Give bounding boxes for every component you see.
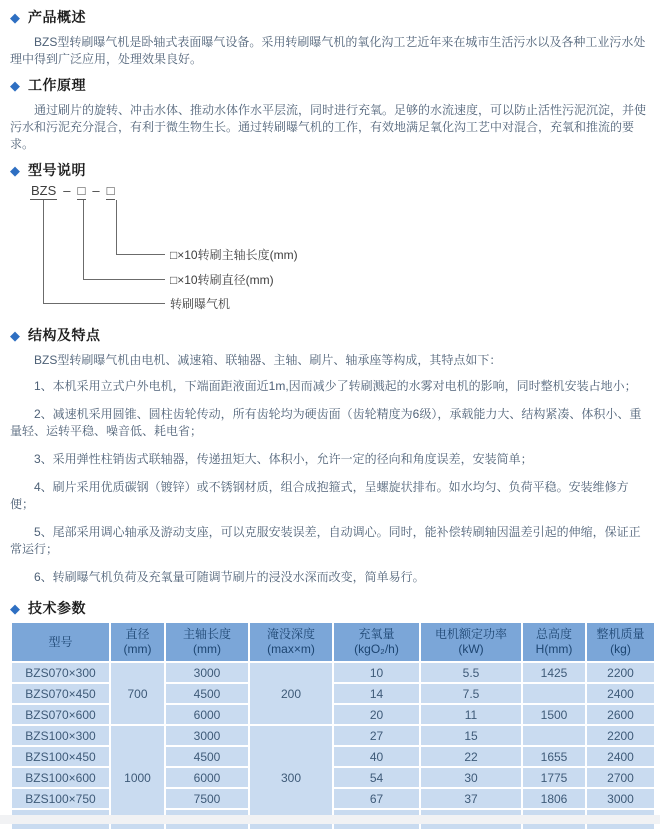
- diamond-icon: ◆: [10, 9, 20, 25]
- formula-connector-line: [83, 200, 84, 279]
- formula-box-diameter: □: [77, 183, 86, 198]
- formula-connector-line: [116, 254, 165, 255]
- cell-height: [523, 726, 585, 745]
- cell-shaft: 4500: [166, 684, 248, 703]
- cell-weight: 2400: [587, 747, 654, 766]
- diamond-icon: ◆: [10, 162, 20, 178]
- cell-shaft: 6000: [166, 705, 248, 724]
- cell-height: 1655: [523, 747, 585, 766]
- diamond-icon: ◆: [10, 327, 20, 343]
- cell-oxygen: 14: [334, 684, 419, 703]
- label-product-name: 转刷曝气机: [170, 297, 231, 311]
- cell-oxygen: 10: [334, 663, 419, 682]
- formula-dash: –: [63, 183, 71, 198]
- features-heading: [10, 326, 648, 344]
- section-overview: [10, 8, 648, 68]
- table-row: [12, 684, 654, 703]
- header-line: 整机质量: [596, 627, 645, 641]
- cell-oxygen: 54: [334, 768, 419, 787]
- header-line: 型号: [48, 634, 73, 649]
- overview-paragraph: BZS型转刷曝气机是卧轴式表面曝气设备。采用转刷曝气机的氧化沟工艺近年来在城市生活污水以及各种工业污水处理中得到广泛应用，处理效果良好。: [10, 35, 646, 66]
- header-line: 主轴长度: [182, 627, 231, 641]
- header-unit: (kgO₂/h): [354, 642, 399, 656]
- cell-shaft: 3000: [166, 726, 248, 745]
- principle-title: 工作原理: [28, 77, 86, 93]
- feature-item: 2、减速机采用圆锥、圆柱齿轮传动，所有齿轮均为硬齿面（齿轮精度为6级），承载能力大、结构紧凑、体积小、重量轻、运转平稳、噪音低、耗电省；: [10, 407, 642, 438]
- table-row: [12, 768, 654, 787]
- feature-item: 4、刷片采用优质碳钢（镀锌）或不锈钢材质，组合成抱箍式，呈螺旋状排布。如水均匀、负荷平稳。安装维修方便；: [10, 480, 629, 511]
- cell-shaft: 4500: [166, 747, 248, 766]
- cell-height: 1425: [523, 663, 585, 682]
- header-unit: (mm): [193, 642, 221, 656]
- overview-heading: [10, 8, 648, 26]
- header-unit: (max×m): [267, 642, 315, 656]
- table-row: [12, 663, 654, 682]
- specs-title: 技术参数: [28, 600, 86, 616]
- formula-connector-line: [83, 279, 165, 280]
- diamond-icon: ◆: [10, 77, 20, 93]
- label-brush-diameter: □×10转刷直径(mm): [170, 273, 274, 287]
- col-header-weight: [587, 623, 654, 661]
- col-header-submergence: [250, 623, 332, 661]
- col-header-shaft-length: [166, 623, 248, 661]
- cell-depth: 200: [250, 663, 332, 724]
- cell-power: 30: [421, 768, 521, 787]
- section-features: [10, 326, 648, 586]
- header-line: 电机额定功率: [434, 627, 507, 641]
- cell-depth: 300: [250, 726, 332, 829]
- features-title: 结构及特点: [28, 327, 101, 343]
- cell-power: 22: [421, 747, 521, 766]
- page-bottom-edge: [0, 815, 660, 824]
- model-heading: [10, 161, 648, 179]
- table-row: [12, 789, 654, 808]
- cell-diameter: 1000: [111, 726, 164, 829]
- cell-weight: 2600: [587, 705, 654, 724]
- cell-height: 1500: [523, 705, 585, 724]
- header-unit: (mm): [123, 642, 152, 656]
- header-unit: (kW): [458, 642, 484, 656]
- feature-item: 5、尾部采用调心轴承及游动支座，可以克服安装误差，自动调心。同时，能补偿转刷轴因温差引起的伸缩，保证正常运行；: [10, 525, 641, 556]
- cell-weight: 2200: [587, 663, 654, 682]
- feature-item: 3、采用弹性柱销齿式联轴器，传递扭矩大、体积小，允许一定的径向和角度误差，安装简单；: [34, 452, 533, 466]
- cell-model: BZS070×300: [12, 663, 109, 682]
- section-model: [10, 161, 648, 318]
- cell-model: BZS100×600: [12, 768, 109, 787]
- cell-weight: 2200: [587, 726, 654, 745]
- cell-shaft: 6000: [166, 768, 248, 787]
- cell-oxygen: 27: [334, 726, 419, 745]
- header-unit: (kg): [610, 642, 631, 656]
- cell-model: BZS070×450: [12, 684, 109, 703]
- feature-item: 6、转刷曝气机负荷及充氧量可随调节刷片的浸没水深而改变，简单易行。: [34, 570, 425, 584]
- cell-height: 1775: [523, 768, 585, 787]
- table-header-row: [12, 623, 654, 661]
- cell-shaft: 3000: [166, 663, 248, 682]
- cell-model: BZS100×300: [12, 726, 109, 745]
- formula-prefix: BZS: [31, 183, 57, 198]
- overview-title: 产品概述: [28, 9, 86, 25]
- cell-oxygen: 20: [334, 705, 419, 724]
- model-designation-diagram: [10, 183, 648, 318]
- formula-box-shaft: □: [106, 183, 115, 198]
- cell-height: [523, 684, 585, 703]
- col-header-oxygenation: [334, 623, 419, 661]
- cell-oxygen: 67: [334, 789, 419, 808]
- header-line: 总高度: [535, 627, 572, 641]
- table-row: [12, 705, 654, 724]
- formula-connector-line: [43, 303, 165, 304]
- cell-weight: 3000: [587, 789, 654, 808]
- cell-diameter: 700: [111, 663, 164, 724]
- col-header-total-height: [523, 623, 585, 661]
- specs-table: [10, 621, 656, 831]
- formula-dash: –: [92, 183, 100, 198]
- cell-weight: 2400: [587, 684, 654, 703]
- specs-heading: [10, 599, 648, 617]
- feature-item: 1、本机采用立式户外电机，下端面距液面近1m,因而减少了转刷溅起的水雾对电机的影响，同时整机安装占地小；: [34, 379, 637, 393]
- cell-model: BZS070×600: [12, 705, 109, 724]
- cell-height: 1806: [523, 789, 585, 808]
- model-title: 型号说明: [28, 162, 86, 178]
- cell-model: BZS100×750: [12, 789, 109, 808]
- cell-power: 37: [421, 789, 521, 808]
- cell-shaft: 7500: [166, 789, 248, 808]
- section-specs: [10, 599, 648, 831]
- cell-model: BZS100×450: [12, 747, 109, 766]
- col-header-diameter: [111, 623, 164, 661]
- principle-paragraph: 通过刷片的旋转、冲击水体、推动水体作水平层流，同时进行充氧。足够的水流速度，可以防止活性污泥沉淀，并使污水和污泥充分混合，有利于微生物生长。通过转刷曝气机的工作，有效地满足氧化沟工艺中对混合，充氧和推流的要求。: [10, 103, 647, 151]
- formula-connector-line: [43, 200, 44, 303]
- cell-power: 7.5: [421, 684, 521, 703]
- cell-power: 11: [421, 705, 521, 724]
- cell-weight: 2700: [587, 768, 654, 787]
- model-formula: [30, 183, 115, 200]
- header-unit: H(mm): [535, 642, 573, 656]
- cell-oxygen: 40: [334, 747, 419, 766]
- table-row: [12, 726, 654, 745]
- formula-connector-line: [116, 200, 117, 254]
- header-line: 淹没深度: [266, 627, 315, 641]
- features-intro: BZS型转刷曝气机由电机、减速箱、联轴器、主轴、刷片、轴承座等构成，其特点如下：: [34, 353, 502, 367]
- principle-heading: [10, 76, 648, 94]
- table-row: [12, 747, 654, 766]
- cell-power: 5.5: [421, 663, 521, 682]
- col-header-model: [12, 623, 109, 661]
- header-line: 直径: [125, 627, 150, 641]
- header-line: 充氧量: [358, 627, 395, 641]
- cell-power: 15: [421, 726, 521, 745]
- diamond-icon: ◆: [10, 600, 20, 616]
- label-shaft-length: □×10转刷主轴长度(mm): [170, 248, 298, 262]
- section-principle: [10, 76, 648, 153]
- col-header-motor-power: [421, 623, 521, 661]
